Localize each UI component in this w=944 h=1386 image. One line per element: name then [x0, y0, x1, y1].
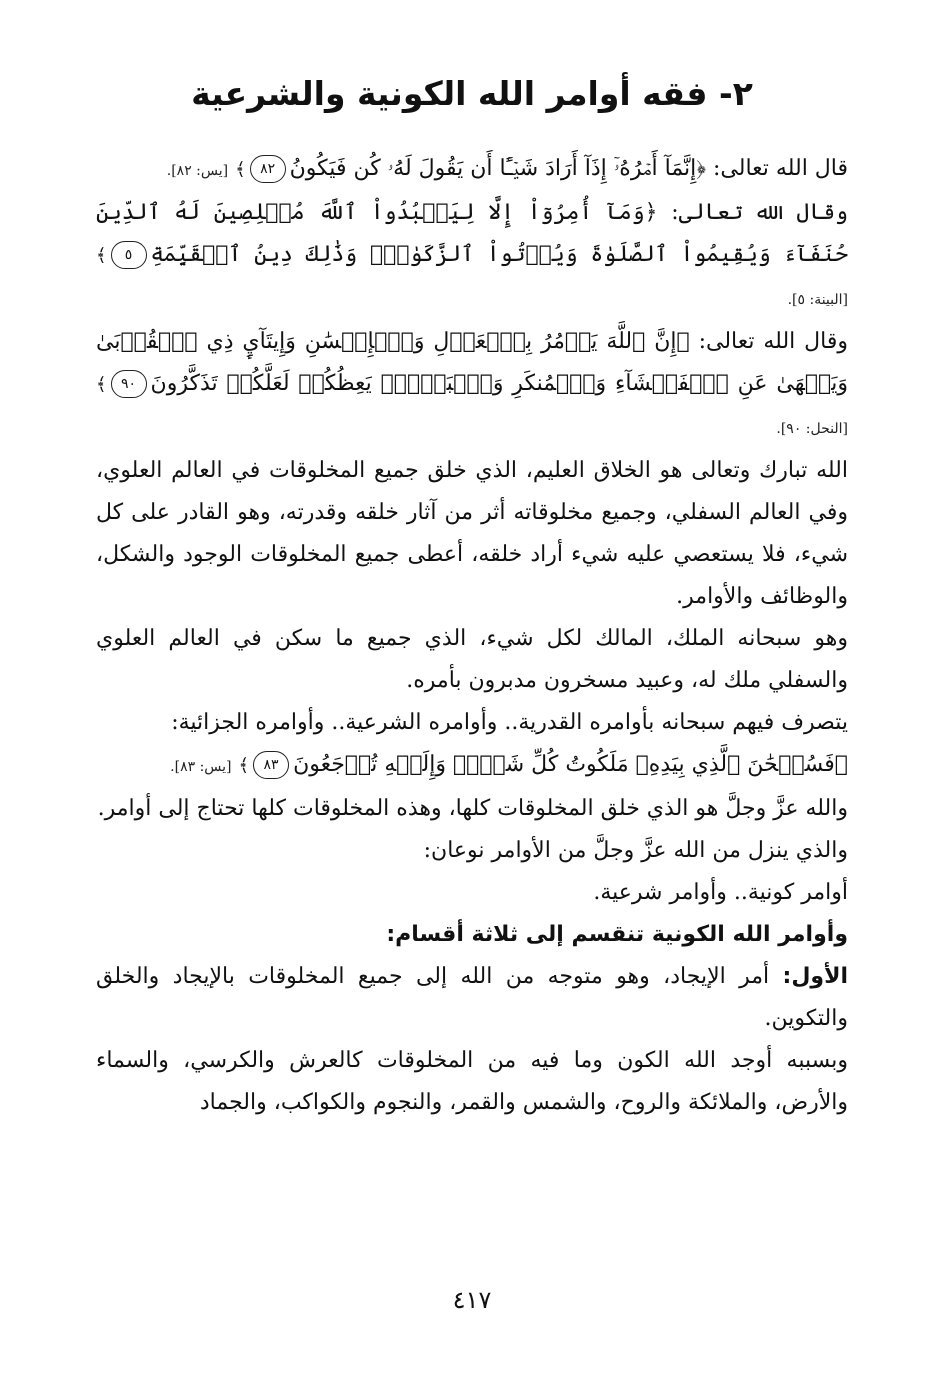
body-paragraph: الله تبارك وتعالى هو الخلاق العليم، الذي خلق جميع المخلوقات في العالم العلوي، وفي العالم السفلي، وجميع مخلوقاته أثر من آثار خلقه وقدرته، وهو القادر على كل شيء، فلا يستعصي عليه شيء أراد خلقه، أعطى جميع المخلوقات الوجود والشكل، والوظائف والأوامر.: [96, 458, 849, 609]
verse-reference: [يس: ٨٢].: [166, 163, 229, 179]
verse-end-ornament-icon: ﴾: [238, 755, 250, 776]
quote-intro: وقال الله تعالى:: [689, 329, 848, 354]
page-title: ٢- فقه أوامر الله الكونية والشرعية: [191, 74, 753, 113]
quote-intro: وقال الله تعالى:: [657, 200, 848, 225]
quran-verse: ﴿إِنَّمَآ أَمۡرُهُۥٓ إِذَآ أَرَادَ شَيۡـًٔا أَن يَقُولَ لَهُۥ كُن فَيَكُونُ: [289, 156, 707, 181]
ayah-number: ٨٣: [253, 751, 289, 779]
first-item-paragraph: [96, 956, 848, 1040]
ayah-number: ٥: [111, 241, 147, 269]
quran-verse: ﴿فَسُبۡحَٰنَ ٱلَّذِي بِيَدِهِۦ مَلَكُوتُ كُلِّ شَيۡءٖ وَإِلَيۡهِ تُرۡجَعُونَ: [293, 752, 848, 777]
section-heading: وأوامر الله الكونية تنقسم إلى ثلاثة أقسام:: [386, 922, 848, 947]
body-paragraph: وهو سبحانه الملك، المالك لكل شيء، الذي جميع ما سكن في العالم العلوي والسفلي ملك له، وعبيد مسخرون مدبرون بأمره.: [96, 626, 848, 693]
quote-intro: قال الله تعالى:: [706, 156, 848, 181]
verse-reference: [البينة: ٥].: [787, 292, 848, 308]
verse-end-ornament-icon: ﴾: [96, 374, 107, 395]
quote-paragraph-4: [96, 744, 848, 788]
quote-paragraph-3: [96, 321, 848, 450]
quote-paragraph-1: [96, 148, 848, 192]
body-paragraph: والله عزَّ وجلَّ هو الذي خلق المخلوقات كلها، وهذه المخلوقات كلها تحتاج إلى أوامر.: [97, 796, 848, 821]
quote-paragraph-2: [96, 192, 848, 321]
body-paragraph: وبسببه أوجد الله الكون وما فيه من المخلوقات كالعرش والكرسي، والسماء والأرض، والملائكة والروح، والشمس والقمر، والنجوم والكواكب، والجماد: [96, 1048, 848, 1115]
body-paragraph: أوامر كونية.. وأوامر شرعية.: [593, 880, 848, 905]
quran-verse: ﴿وَمَآ أُمِرُوٓاْ إِلَّا لِيَعۡبُدُواْ ٱللَّهَ مُخۡلِصِينَ لَهُ ٱلدِّينَ حُنَفَآءَ وَيُقِيمُواْ ٱلصَّلَوٰةَ وَيُؤۡتُواْ ٱلزَّكَوٰةَۚ وَذَٰلِكَ دِينُ ٱلۡقَيِّمَةِ: [96, 200, 848, 267]
first-item-text: أمر الإيجاد، وهو متوجه من الله إلى جميع المخلوقات بالإيجاد والخلق والتكوين.: [96, 964, 848, 1031]
ayah-number: ٩٠: [111, 370, 147, 398]
page-content: [96, 148, 848, 1124]
verse-end-ornament-icon: ﴾: [96, 245, 107, 266]
body-paragraph: يتصرف فيهم سبحانه بأوامره القدرية.. وأوامره الشرعية.. وأوامره الجزائية:: [171, 710, 848, 735]
verse-reference: [يس: ٨٣].: [170, 759, 232, 775]
verse-end-ornament-icon: ﴾: [235, 159, 246, 180]
page-number: ٤١٧: [452, 1286, 492, 1314]
body-paragraph: والذي ينزل من الله عزَّ وجلَّ من الأوامر نوعان:: [423, 838, 848, 863]
first-item-label: الأول:: [782, 964, 849, 989]
ayah-number: ٨٢: [250, 155, 286, 183]
verse-reference: [النحل: ٩٠].: [776, 421, 848, 437]
quran-verse: ﴿إِنَّ ٱللَّهَ يَأۡمُرُ بِٱلۡعَدۡلِ وَٱلۡإِحۡسَٰنِ وَإِيتَآيِٕ ذِي ٱلۡقُرۡبَىٰ وَيَنۡهَىٰ عَنِ ٱلۡفَحۡشَآءِ وَٱلۡمُنكَرِ وَٱلۡبَغۡيِۚ يَعِظُكُمۡ لَعَلَّكُمۡ تَذَكَّرُونَ: [96, 329, 848, 396]
